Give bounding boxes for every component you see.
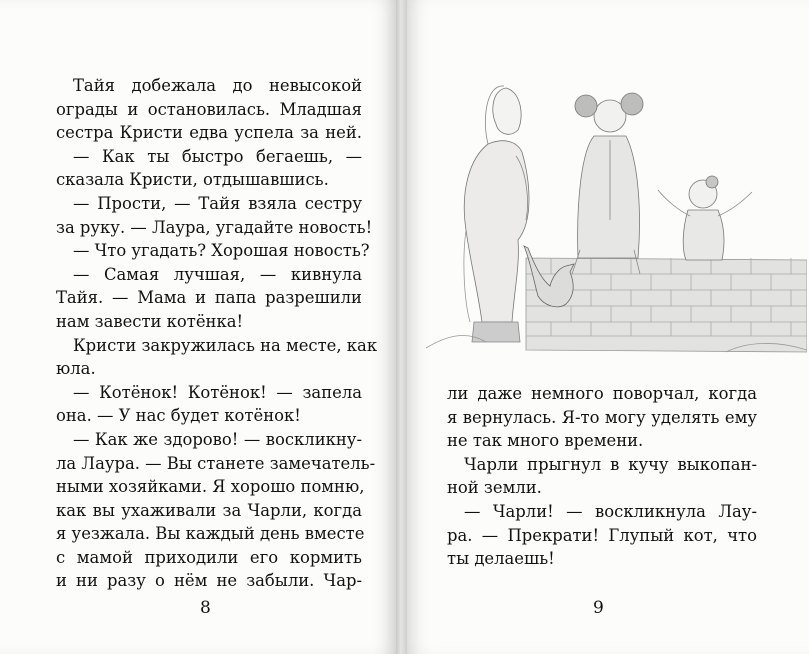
text-line: за руку. — Лаура, угадайте новость!: [56, 217, 373, 237]
text-line: юла.: [56, 359, 96, 379]
text-line: я вернулась. Я-то могу уделять ему: [447, 407, 757, 427]
text-line: с мамой приходили его кормить: [56, 547, 362, 567]
text-line: и ни разу о нём не забыли. Чар-: [56, 571, 362, 591]
text-line: — Самая лучшая, — кивнула: [73, 264, 362, 284]
text-line: ли даже немного поворчал, когда: [447, 384, 757, 403]
page-number-left: 8: [200, 598, 211, 618]
text-line: Чарли прыгнул в кучу выкопан-: [464, 454, 757, 474]
page-number-right: 9: [593, 598, 604, 618]
text-line: ла Лаура. — Вы станете замечатель-: [56, 453, 376, 473]
text-line: я уезжала. Вы каждый день вместе: [56, 524, 365, 544]
illustration: [426, 60, 807, 360]
left-page-text: [56, 74, 378, 593]
text-line: сестра Кристи едва успела за ней.: [56, 123, 362, 143]
text-line: — Котёнок! Котёнок! — запела: [73, 382, 362, 402]
book-spine: [396, 0, 407, 654]
text-line: — Как ты быстро бегаешь, —: [73, 146, 362, 166]
text-line: она. — У нас будет котёнок!: [56, 406, 301, 426]
text-line: — Прости, — Тайя взяла сестру: [73, 193, 362, 213]
text-line: ными хозяйками. Я хорошо помню,: [56, 477, 365, 497]
text-line: как вы ухаживали за Чарли, когда: [56, 500, 362, 520]
text-line: ра. — Прекрати! Глупый кот, что: [447, 525, 757, 545]
text-line: ной земли.: [447, 478, 542, 498]
text-line: не так много времени.: [447, 431, 644, 451]
text-line: Тайя. — Мама и папа разрешили: [56, 288, 362, 308]
text-line: ограды и остановилась. Младшая: [56, 99, 362, 119]
text-line: — Что угадать? Хорошая новость?: [73, 241, 370, 261]
text-line: — Чарли! — воскликнула Лау-: [464, 501, 757, 521]
text-line: Кристи закружилась на месте, как: [73, 335, 378, 355]
text-line: ты делаешь!: [447, 549, 555, 569]
text-line: — Как же здорово! — воскликну-: [73, 429, 362, 449]
text-line: нам завести котёнка!: [56, 311, 244, 331]
text-line: Тайя добежала до невысокой: [73, 76, 362, 95]
right-page-text: [447, 382, 757, 571]
text-line: сказала Кристи, отдышавшись.: [56, 170, 329, 190]
